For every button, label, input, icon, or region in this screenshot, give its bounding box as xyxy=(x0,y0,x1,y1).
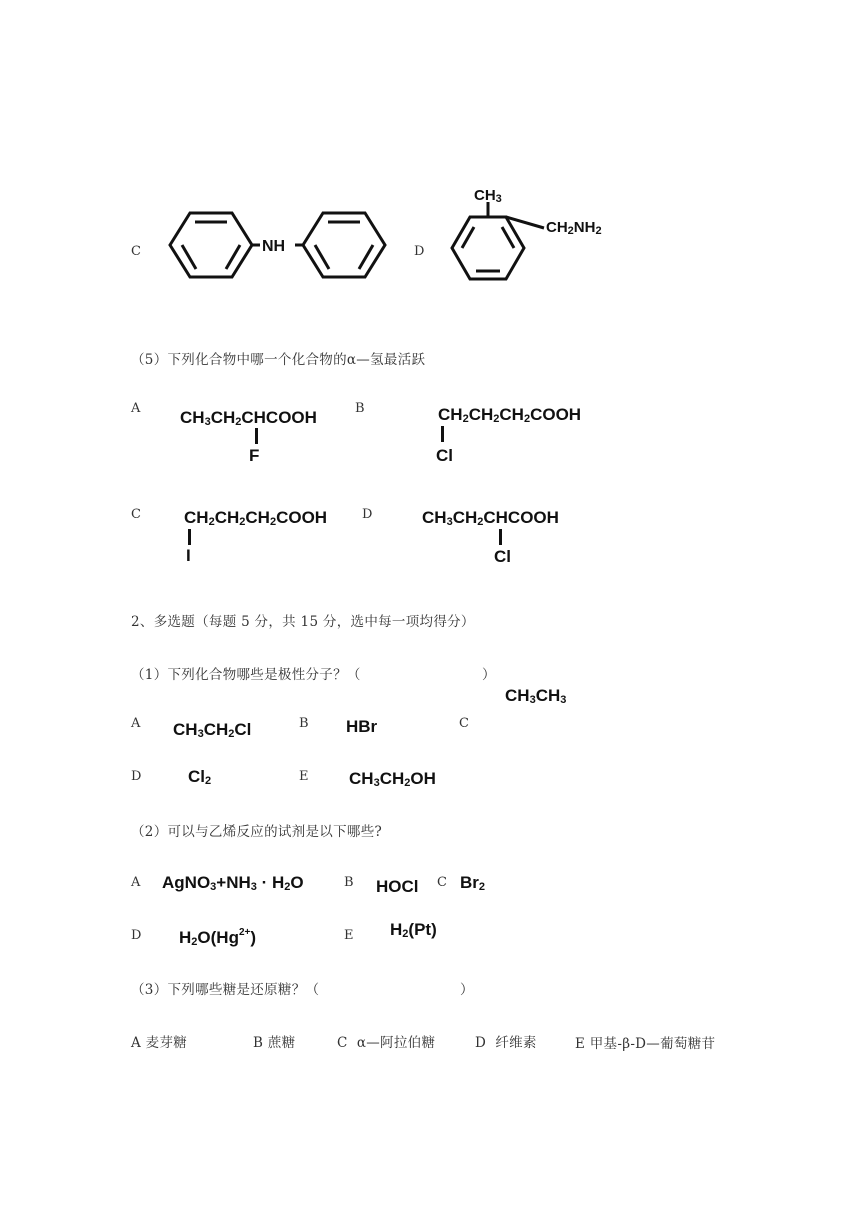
option-label: C xyxy=(131,244,141,259)
formula: HBr xyxy=(346,717,378,736)
formula: $H_2(Pt)$ xyxy=(390,920,437,940)
formula: $CH_3CH_3$ xyxy=(505,686,567,706)
formula: $AgNO_3+NH_3 \cdot H_2O$ xyxy=(162,873,304,893)
option-label: C xyxy=(437,875,447,890)
formula: $Br_2$ xyxy=(460,873,486,893)
formula: $H_2O(Hg^{2+})$ xyxy=(179,927,257,948)
bond-line xyxy=(255,428,258,444)
nh-label: NH xyxy=(262,238,286,255)
section-2-heading: 2、多选题（每题 5 分，共 15 分，选中每一项均得分） xyxy=(131,614,475,630)
option-label: A xyxy=(131,401,141,416)
option-label: B xyxy=(299,716,309,731)
formula-substituent: Cl xyxy=(494,547,511,566)
ch3-label: CH3 xyxy=(474,187,502,205)
question-5-text: （5）下列化合物中哪一个化合物的α—氢最活跃 xyxy=(131,352,426,368)
option-label: D xyxy=(131,928,142,943)
mq2-text: （2）可以与乙烯反应的试剂是以下哪些? xyxy=(131,824,383,840)
formula: HOCl xyxy=(376,877,419,896)
option-d: D 纤维素 xyxy=(475,1035,537,1051)
formula-substituent: I xyxy=(186,546,191,565)
option-label: E xyxy=(344,928,354,943)
option-b: B 蔗糖 xyxy=(253,1035,296,1051)
bond-line xyxy=(499,529,502,545)
formula-main: $CH_2CH_2CH_2COOH$ xyxy=(438,405,582,425)
option-label: D xyxy=(131,769,142,784)
formula: $CH_3CH_2OH$ xyxy=(349,769,436,789)
option-label: D xyxy=(362,507,373,522)
option-c: C α—阿拉伯糖 xyxy=(337,1035,436,1051)
option-label: E xyxy=(299,769,309,784)
option-label: A xyxy=(131,875,141,890)
option-label: C xyxy=(131,507,141,522)
ch2nh2-label: CH2NH2 xyxy=(546,219,602,237)
bond-line xyxy=(441,426,444,442)
option-label: B xyxy=(344,875,354,890)
formula: $CH_3CH_2Cl$ xyxy=(173,720,252,740)
mq1-close: ） xyxy=(482,667,496,683)
mq3-text: （3）下列哪些糖是还原糖？（ xyxy=(131,982,320,998)
mq1-text: （1）下列化合物哪些是极性分子？（ xyxy=(131,667,361,683)
option-label: B xyxy=(355,401,365,416)
option-label: D xyxy=(414,244,425,259)
option-e: E 甲基-β-D—葡萄糖苷 xyxy=(575,1036,716,1052)
formula-main: $CH_2CH_2CH_2COOH$ xyxy=(184,508,328,528)
bond-line xyxy=(188,529,191,545)
formula-substituent: F xyxy=(249,446,260,465)
diphenylamine-structure xyxy=(160,205,390,290)
formula-main: $CH_3CH_2CHCOOH$ xyxy=(422,508,559,528)
mq3-close: ） xyxy=(460,982,474,998)
option-label: C xyxy=(459,716,469,731)
methylbenzylamine-structure xyxy=(440,180,625,300)
option-label: A xyxy=(131,716,141,731)
formula-main: $CH_3CH_2CHCOOH$ xyxy=(180,408,317,428)
option-a: A 麦芽糖 xyxy=(131,1035,188,1051)
formula-substituent: Cl xyxy=(436,446,453,465)
formula: $Cl_2$ xyxy=(188,767,212,787)
